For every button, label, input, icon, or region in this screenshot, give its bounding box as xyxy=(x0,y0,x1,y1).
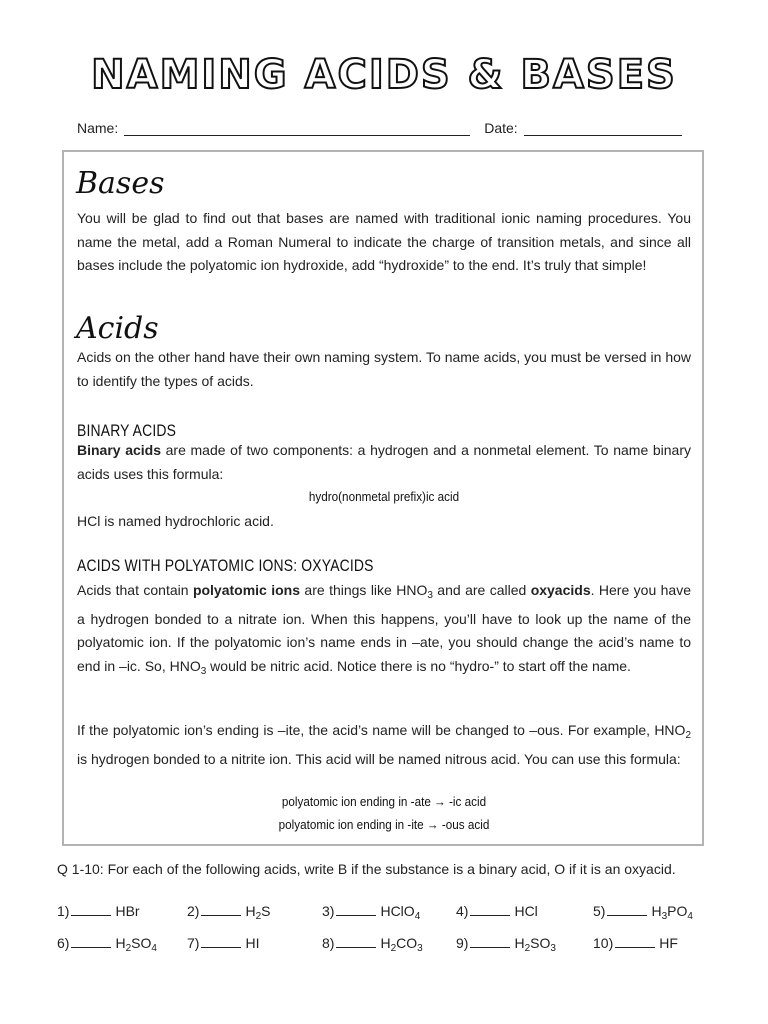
formula: HClO$_4$ xyxy=(380,903,421,922)
name-label: Name: xyxy=(77,120,119,136)
formula: $H_2SO_3$ xyxy=(514,935,556,954)
answer-blank[interactable] xyxy=(201,947,241,948)
binary-formula: hydro(nonmetal prefix)ic acid xyxy=(308,489,460,504)
answer-blank[interactable] xyxy=(201,915,241,916)
binary-acids-bold: Binary acids xyxy=(77,442,162,458)
binary-example: HCl is named hydrochloric acid. xyxy=(77,513,274,529)
answer-blank[interactable] xyxy=(470,915,510,916)
question-row-1 xyxy=(57,903,737,929)
answer-blank[interactable] xyxy=(336,947,376,948)
formula: HCl xyxy=(514,903,538,919)
question-item: 7) HI xyxy=(187,935,260,951)
name-field[interactable] xyxy=(124,121,470,136)
bases-heading: Bases xyxy=(76,166,165,201)
bases-text: You will be glad to find out that bases are named with traditional ionic naming procedures. You name the metal, add a Roman Numeral to indicate the charge of transition metals, and since all bases include the polyatomic ion hydroxide, add “hydroxide” to the end. It’s truly that simple! xyxy=(77,210,691,273)
answer-blank[interactable] xyxy=(71,915,111,916)
ate-formula: polyatomic ion ending in -ate → -ic acid xyxy=(281,794,487,809)
oxyacids-paragraph-2: If the polyatomic ion’s ending is –ite, the acid’s name will be changed to –ous. For example, $HNO_2$ is hydrogen bonded to a nitrite ion. This acid will be named nitrous acid. You can use this formula: xyxy=(77,722,691,767)
question-item: 2) $H_2S$ xyxy=(187,903,271,922)
page-title: NAMING ACIDS & BASES xyxy=(91,52,677,98)
formula: $H_2SO_4$ xyxy=(115,935,157,954)
name-date-line xyxy=(77,120,697,136)
acids-heading: Acids xyxy=(76,311,159,346)
date-label: Date: xyxy=(484,120,518,136)
question-item: 9) $H_2SO_3$ xyxy=(456,935,556,954)
formula: $H_3PO_4$ xyxy=(651,903,693,922)
question-item: 4) HCl xyxy=(456,903,538,919)
answer-blank[interactable] xyxy=(470,947,510,948)
question-item: 5) $H_3PO_4$ xyxy=(593,903,693,922)
answer-blank[interactable] xyxy=(607,915,647,916)
date-field[interactable] xyxy=(524,121,682,136)
question-item: 10) HF xyxy=(593,935,678,951)
formula: $H_2S$ xyxy=(245,903,271,922)
binary-acids-text: Binary acids are made of two components: a hydrogen and a nonmetal element. To name binary acids uses this formula: xyxy=(77,442,691,482)
acids-text: Acids on the other hand have their own naming system. To name acids, you must be versed in how to identify the types of acids. xyxy=(77,349,691,389)
formula: HBr xyxy=(115,903,140,919)
binary-acids-heading: BINARY ACIDS xyxy=(77,421,177,440)
question-item: 8) $H_2CO_3$ xyxy=(322,935,423,954)
formula: HF xyxy=(659,935,678,951)
question-item: 6) $H_2SO_4$ xyxy=(57,935,157,954)
question-item: 3) HClO$_4$ xyxy=(322,903,421,922)
formula: HI xyxy=(245,935,260,951)
ite-formula: polyatomic ion ending in -ite → -ous acid xyxy=(278,817,490,832)
question-row-2 xyxy=(57,935,737,961)
answer-blank[interactable] xyxy=(71,947,111,948)
oxyacids-paragraph-1: Acids that contain polyatomic ions are things like $HNO_3$ and are called oxyacids. Here you have a hydrogen bonded to a nitrate ion. When this happens, you’ll have to look up the name of the polyatomic ion. If the polyatomic ion’s name ends in –ate, you should change the acid’s name to end in –ic. So, $HNO_3$ would be nitric acid. Notice there is no “hydro-” to start off the name. xyxy=(77,582,691,677)
question-instructions: Q 1-10: For each of the following acids, write B if the substance is a binary acid, O if it is an oxyacid. xyxy=(57,861,676,877)
answer-blank[interactable] xyxy=(615,947,655,948)
question-item: 1) HBr xyxy=(57,903,140,919)
oxyacids-heading: ACIDS WITH POLYATOMIC IONS: OXYACIDS xyxy=(77,556,374,575)
answer-blank[interactable] xyxy=(336,915,376,916)
formula: $H_2CO_3$ xyxy=(380,935,423,954)
